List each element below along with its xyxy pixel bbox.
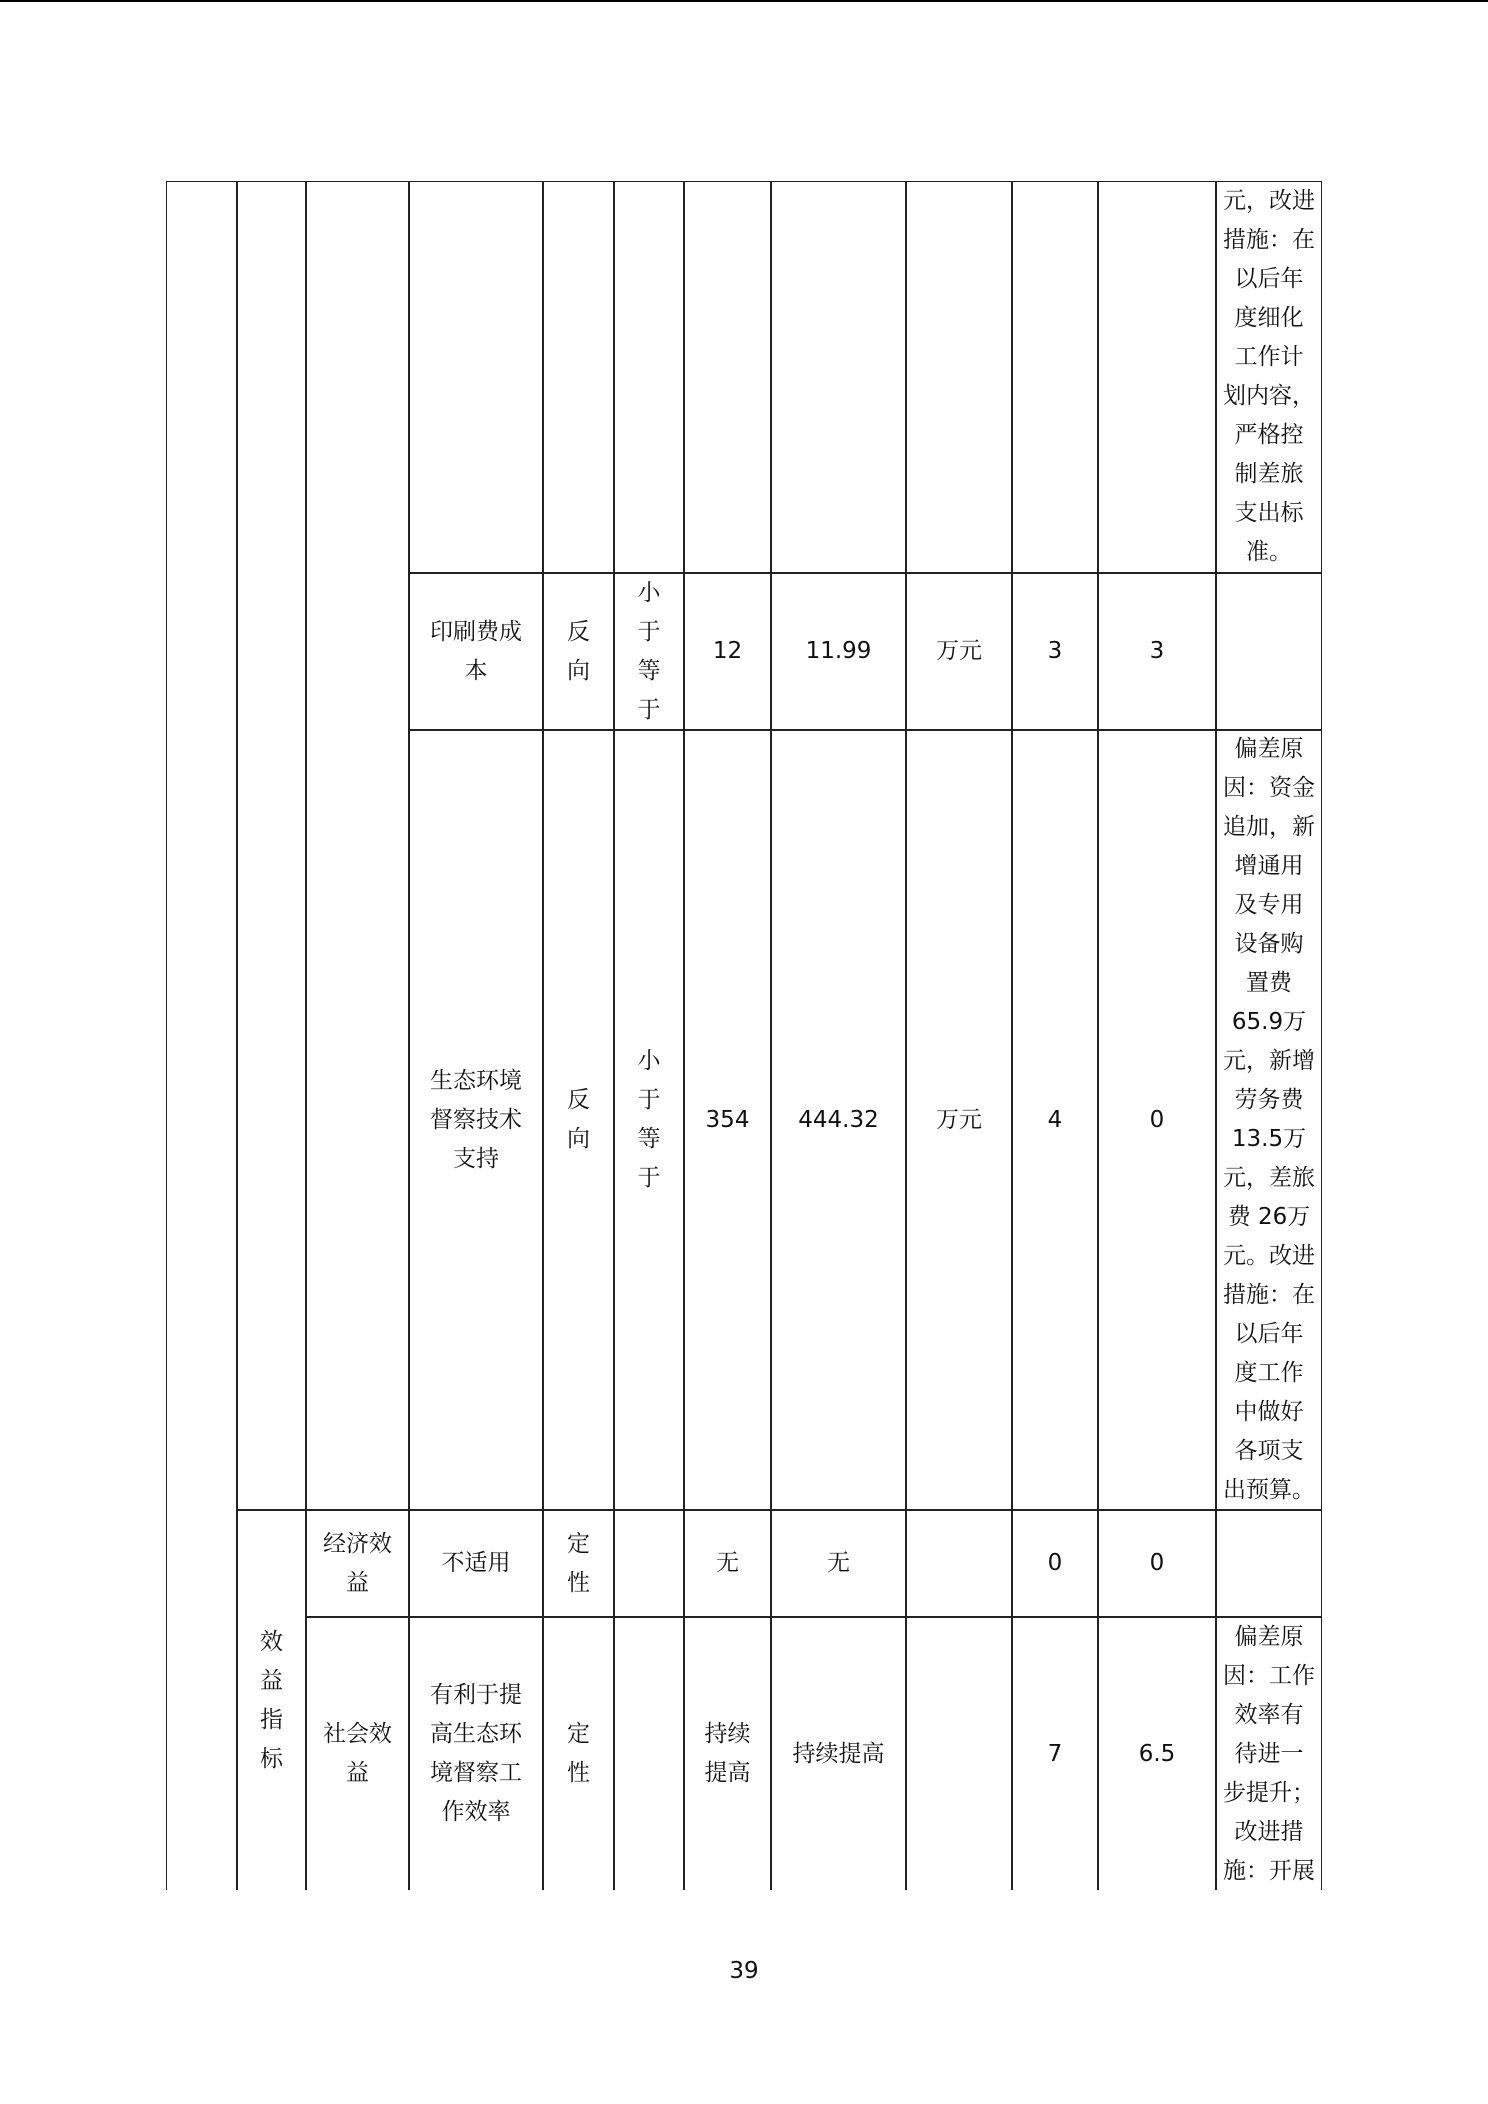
economic-benefit-notes-cell (1216, 1510, 1322, 1617)
eco-supervision-support-unit-cell (906, 730, 1012, 1510)
social-benefit-subcategory-cell (306, 1617, 409, 1890)
cont-target-cell (684, 181, 771, 573)
benefit-category-cell-text: 效 益 指 标 (260, 1628, 283, 1772)
economic-benefit-indicator-cell (409, 1510, 543, 1617)
economic-benefit-actual-cell (771, 1510, 906, 1617)
printing-cost-score-cell (1098, 573, 1216, 730)
economic-benefit-weight-cell-text: 0 (1047, 1550, 1063, 1576)
cont-actual-cell (771, 181, 906, 573)
economic-benefit-indicator-cell-text: 不适用 (441, 1550, 511, 1576)
cont-operator-cell (614, 181, 684, 573)
social-benefit-actual-cell-text: 持续提高 (792, 1740, 885, 1767)
economic-benefit-direction-cell (543, 1510, 614, 1617)
level3-category-cell (306, 181, 409, 1510)
economic-benefit-weight-cell (1012, 1510, 1098, 1617)
printing-cost-unit-cell-text: 万元 (936, 638, 982, 664)
economic-benefit-direction-cell-text: 定 性 (567, 1530, 590, 1596)
eco-supervision-support-weight-cell (1012, 730, 1098, 1510)
social-benefit-notes-cell (1216, 1617, 1322, 1890)
printing-cost-unit-cell (906, 573, 1012, 730)
cont-weight-cell (1012, 181, 1098, 573)
eco-supervision-support-notes-cell-text: 偏差原 因：资金 追加，新 增通用 及专用 设备购 置费 65.9万 元，新增 劳务费 13.5万 元，差旅 费 26万 元。改进 措施：在 以后年 度工作 中做好 各项支 出预算。 (1223, 736, 1315, 1503)
social-benefit-target-cell (684, 1617, 771, 1890)
printing-cost-operator-cell-text: 小 于 等 于 (637, 579, 661, 723)
page-number: 39 (729, 1958, 759, 1984)
printing-cost-actual-cell-text: 11.99 (805, 638, 872, 664)
economic-benefit-target-cell (684, 1510, 771, 1617)
economic-benefit-target-cell-text: 无 (716, 1550, 739, 1576)
eco-supervision-support-score-cell (1098, 730, 1216, 1510)
printing-cost-notes-cell (1216, 573, 1322, 730)
social-benefit-weight-cell (1012, 1617, 1098, 1890)
social-benefit-score-cell-text: 6.5 (1138, 1740, 1176, 1767)
economic-benefit-operator-cell (614, 1510, 684, 1617)
cont-indicator-cell (409, 181, 543, 573)
economic-benefit-subcategory-cell-text: 经济效 益 (323, 1530, 392, 1596)
social-benefit-notes-cell-text: 偏差原 因：工作 效率有 待进一 步提升； 改进措 施：开展 (1223, 1623, 1315, 1884)
printing-cost-target-cell-text: 12 (712, 638, 743, 664)
printing-cost-target-cell (684, 573, 771, 730)
printing-cost-weight-cell (1012, 573, 1098, 730)
economic-benefit-unit-cell (906, 1510, 1012, 1617)
printing-cost-direction-cell-text: 反 向 (567, 618, 590, 684)
eco-supervision-support-weight-cell-text: 4 (1047, 1106, 1063, 1133)
social-benefit-subcategory-cell-text: 社会效 益 (323, 1721, 392, 1786)
eco-supervision-support-actual-cell (771, 730, 906, 1510)
eco-supervision-support-indicator-cell (409, 730, 543, 1510)
economic-benefit-score-cell-text: 0 (1149, 1550, 1165, 1576)
eco-supervision-support-direction-cell-text: 反 向 (567, 1087, 590, 1152)
cont-notes-cell (1216, 181, 1322, 573)
social-benefit-indicator-cell-text: 有利于提 高生态环 境督察工 作效率 (430, 1682, 522, 1825)
economic-benefit-subcategory-cell (306, 1510, 409, 1617)
cont-notes-cell-text: 元，改进 措施：在 以后年 度细化 工作计 划内容， 严格控 制差旅 支出标 准。 (1223, 188, 1315, 565)
economic-benefit-actual-cell-text: 无 (827, 1550, 850, 1576)
printing-cost-weight-cell-text: 3 (1047, 638, 1063, 664)
eco-supervision-support-operator-cell (614, 730, 684, 1510)
printing-cost-operator-cell (614, 573, 684, 730)
cont-direction-cell (543, 181, 614, 573)
social-benefit-direction-cell-text: 定 性 (567, 1721, 590, 1786)
eco-supervision-support-unit-cell-text: 万元 (936, 1106, 982, 1133)
social-benefit-direction-cell (543, 1617, 614, 1890)
eco-supervision-support-target-cell-text: 354 (705, 1106, 750, 1133)
eco-supervision-support-indicator-cell-text: 生态环境 督察技术 支持 (430, 1067, 522, 1172)
eco-supervision-support-direction-cell (543, 730, 614, 1510)
eco-supervision-support-target-cell (684, 730, 771, 1510)
social-benefit-target-cell-text: 持续 提高 (704, 1721, 751, 1786)
cont-score-cell (1098, 181, 1216, 573)
benefit-category-cell (237, 1510, 306, 1890)
printing-cost-indicator-cell-text: 印刷费成 本 (430, 618, 522, 684)
printing-cost-indicator-cell (409, 573, 543, 730)
printing-cost-actual-cell (771, 573, 906, 730)
level2-category-cell (237, 181, 306, 1510)
social-benefit-actual-cell (771, 1617, 906, 1890)
social-benefit-operator-cell (614, 1617, 684, 1890)
social-benefit-indicator-cell (409, 1617, 543, 1890)
social-benefit-unit-cell (906, 1617, 1012, 1890)
social-benefit-weight-cell-text: 7 (1047, 1740, 1063, 1767)
level1-category-cell (166, 181, 237, 1890)
economic-benefit-score-cell (1098, 1510, 1216, 1617)
eco-supervision-support-notes-cell (1216, 730, 1322, 1510)
eco-supervision-support-score-cell-text: 0 (1149, 1106, 1165, 1133)
cont-unit-cell (906, 181, 1012, 573)
social-benefit-score-cell (1098, 1617, 1216, 1890)
eco-supervision-support-operator-cell-text: 小 于 等 于 (637, 1048, 661, 1191)
printing-cost-direction-cell (543, 573, 614, 730)
printing-cost-score-cell-text: 3 (1149, 638, 1165, 664)
eco-supervision-support-actual-cell-text: 444.32 (798, 1106, 879, 1133)
